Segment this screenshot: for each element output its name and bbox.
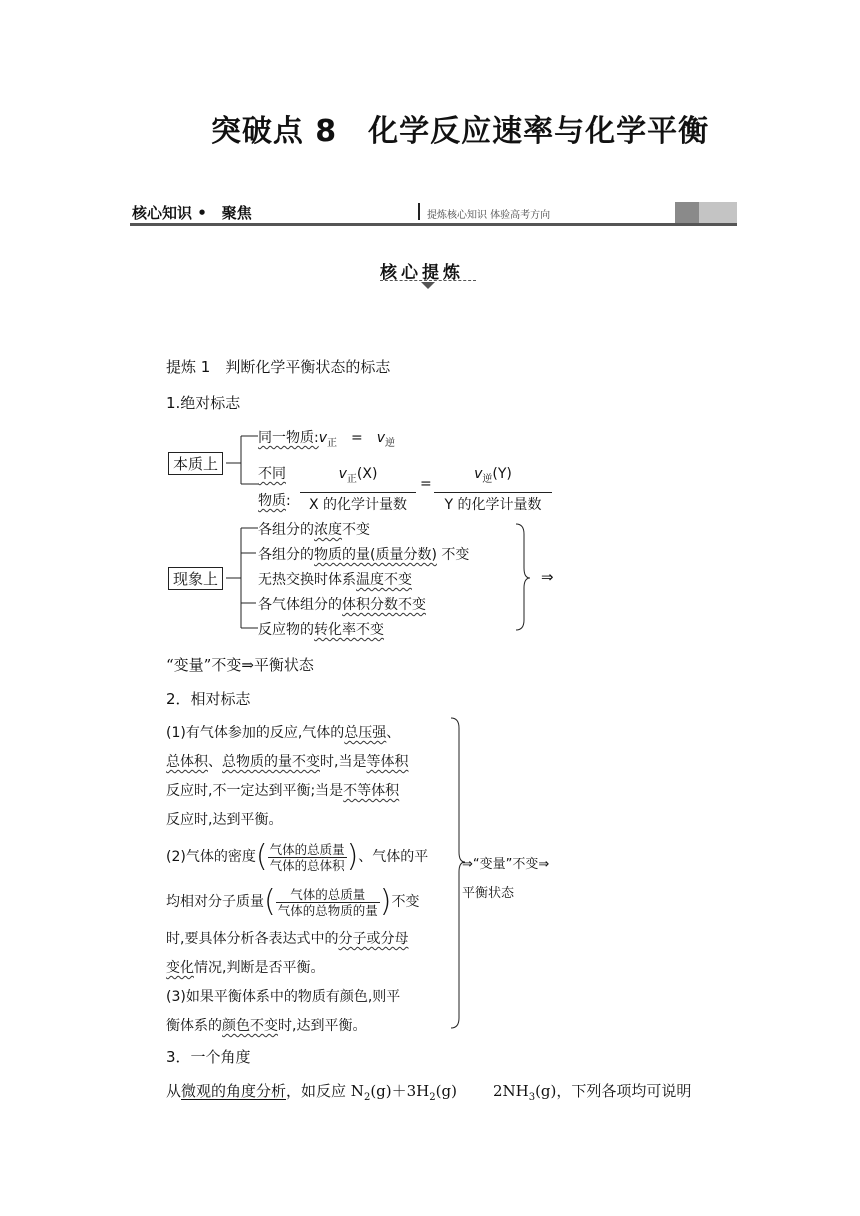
- phenomenon-item: 反应物的转化率不变: [258, 622, 384, 638]
- angle-text: 从微观的角度分析，如反应 $N_2(g)+3H_2(g)$ $2NH_3(g)$，下列各项均可说明: [166, 1082, 692, 1103]
- relative-criteria-brace: [448, 716, 468, 1032]
- tilian-title: 判断化学平衡状态的标志: [225, 358, 391, 376]
- xianxiang-box: 现象上: [168, 567, 223, 590]
- core-heading: 核心提炼: [380, 263, 464, 283]
- same-substance-label: 同一物质:: [258, 430, 319, 446]
- section-dark-block: [675, 202, 699, 223]
- section-light-block: [699, 202, 737, 223]
- phenomenon-item: 各组分的浓度不变: [258, 522, 370, 538]
- phenomenon-item: 各气体组分的体积分数不变: [258, 597, 426, 613]
- phenomenon-item: 各组分的物质的量(质量分数) 不变: [258, 547, 470, 563]
- fraction-v-reverse: $v_逆(Y)$ Y 的化学计量数: [434, 462, 552, 517]
- phenomenon-item: 无热交换时体系温度不变: [258, 572, 412, 588]
- diff-substance-top: 不同: [258, 466, 286, 482]
- relative-result-line1: ⇒“变量”不变⇒: [462, 857, 550, 872]
- phenomenon-list: [258, 518, 469, 643]
- relative-criteria-block: (1)有气体参加的反应,气体的总压强、 总体积、总物质的量不变时,当是等体积 反应时,不一定达到平衡;当是不等体积 反应时,达到平衡。 (2)气体的密度( $\frac{\text{气体的总质量}}{\text{气体的总体积}}$ )、气体的平 均相对分子质量( $\frac{\text{气体的总质量}}{\text{气体的总物质的量}}$ )不变 时,要具体分析各表达式中的分子或分母 变化情况,判断是否平衡。 (3)如果平衡体系中的物质有颜色,则平 衡体系的颜色不变时,达到平衡。: [166, 725, 429, 1034]
- section-subtitle: 提炼核心知识 体验高考方向: [427, 210, 551, 221]
- triangle-down-icon: [421, 282, 435, 289]
- section-underline: [130, 223, 737, 226]
- angle-heading: 3．一个角度: [166, 1048, 251, 1066]
- section-label: 核心知识 • 聚焦: [132, 204, 252, 222]
- relative-result-line2: 平衡状态: [462, 886, 515, 901]
- rel-heading: 2．相对标志: [166, 690, 251, 708]
- tilian-line: [166, 356, 390, 377]
- same-substance-line: 同一物质$:v_正$ = $v_逆$: [258, 430, 396, 449]
- fraction-v-forward: $v_正(X)$ X 的化学计量数: [300, 462, 416, 517]
- section-bar: [130, 200, 737, 226]
- tilian-label: 提炼 1: [166, 358, 211, 376]
- implies-arrow: ⇒: [541, 568, 554, 586]
- diff-substance-bottom: 物质:: [258, 493, 291, 509]
- abs-summary: “变量”不变⇒平衡状态: [166, 656, 314, 674]
- core-heading-dashed-line: [380, 280, 476, 281]
- section-divider: [418, 203, 420, 220]
- fraction-equals: =: [420, 476, 432, 492]
- page-title: 突破点 8 化学反应速率与化学平衡: [210, 114, 710, 149]
- benzhi-box: 本质上: [168, 452, 223, 475]
- abs-heading: 1.绝对标志: [166, 394, 241, 412]
